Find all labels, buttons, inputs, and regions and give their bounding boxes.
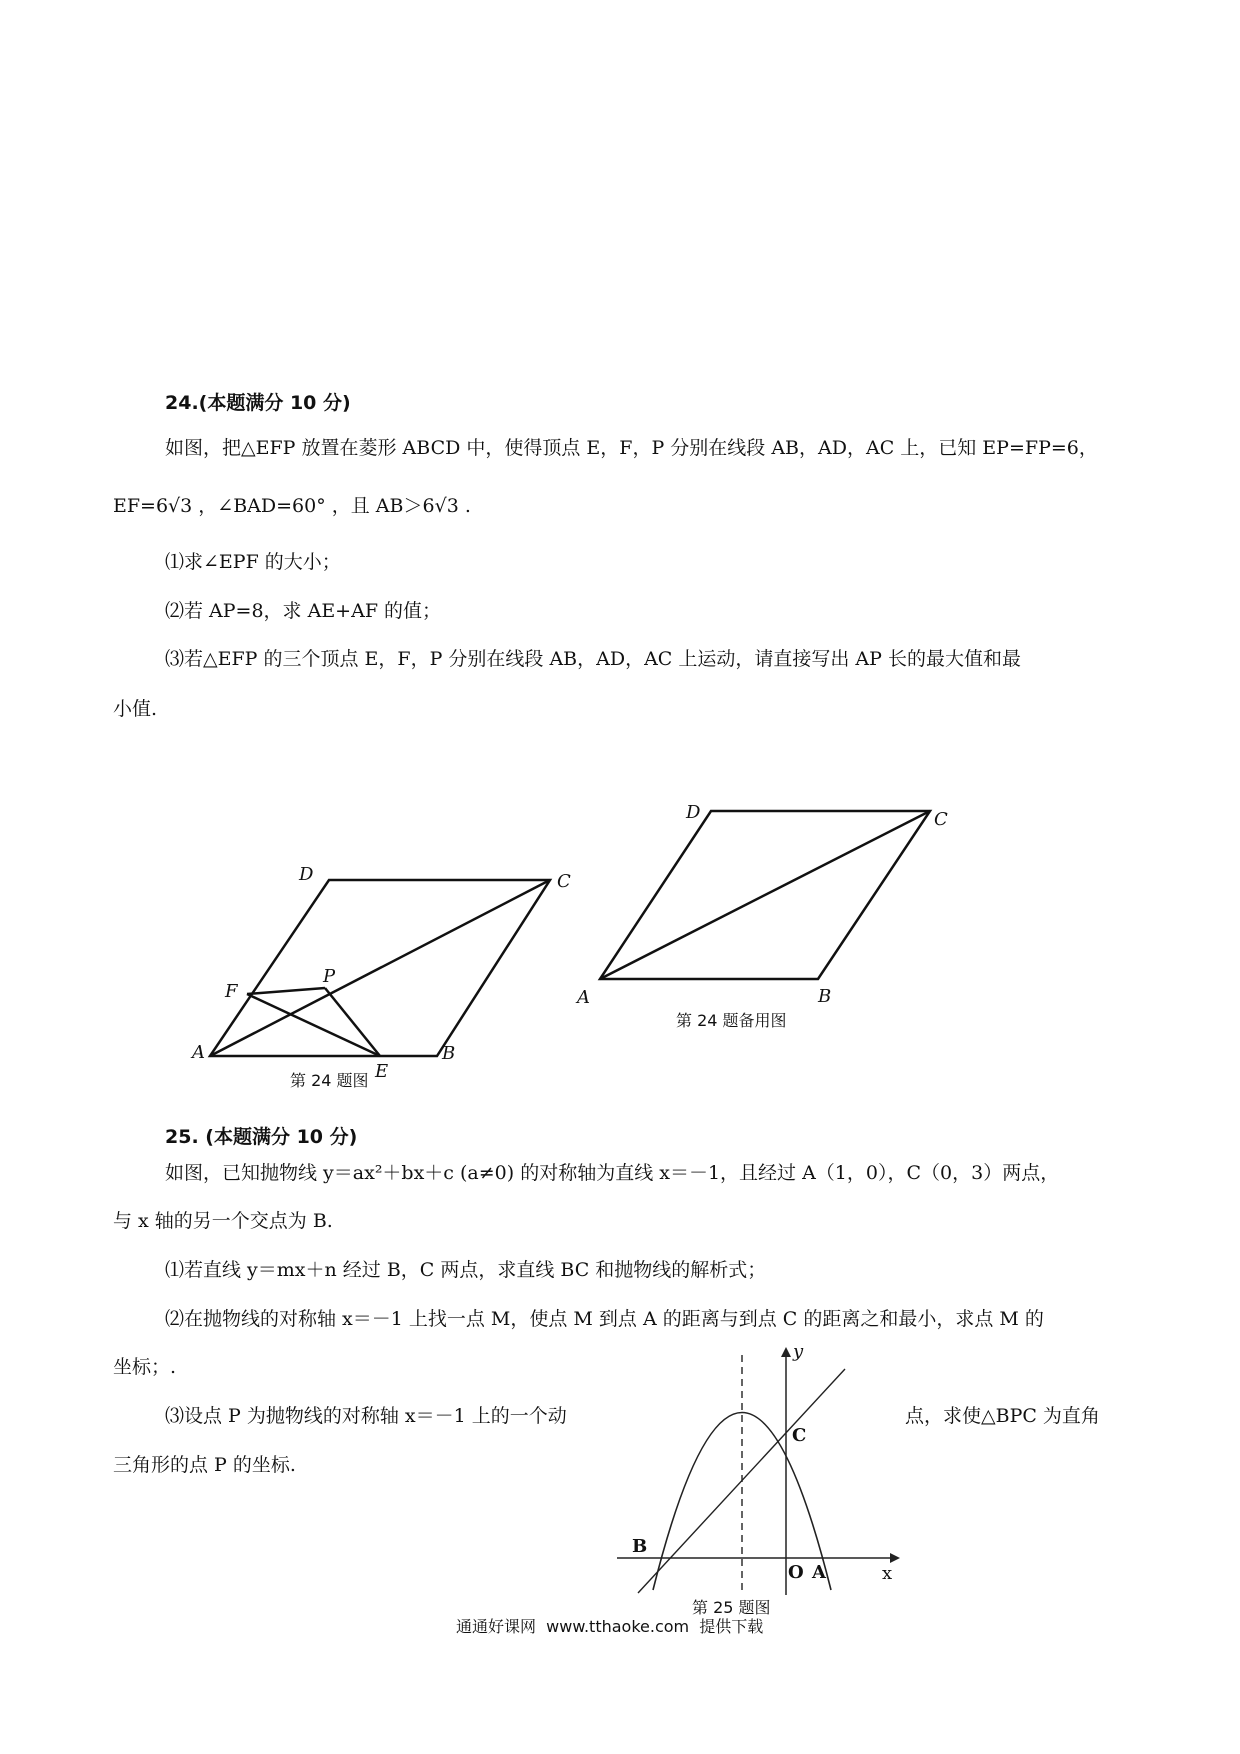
- q24-part3-line1: ⑶若△EFP 的三个顶点 E，F，P 分别在线段 AB，AD，AC 上运动，请直接写出 AP 长的最大值和最: [165, 648, 1021, 670]
- page-footer: 通通好课网 www.tthaoke.com 提供下载: [456, 1617, 764, 1636]
- q25-part2-line1: ⑵在抛物线的对称轴 x＝－1 上找一点 M，使点 M 到点 A 的距离与到点 C 的距离之和最小，求点 M 的: [165, 1308, 1044, 1330]
- diagonal-ac-backup: [600, 811, 930, 979]
- label-o: O: [788, 1562, 804, 1583]
- label-b-25: B: [632, 1536, 648, 1557]
- figure-24-backup-caption: 第 24 题备用图: [676, 1011, 787, 1030]
- figure-25-caption: 第 25 题图: [692, 1598, 771, 1617]
- label-b: B: [442, 1043, 456, 1064]
- q24-part2: ⑵若 AP=8，求 AE+AF 的值；: [165, 600, 442, 622]
- label-y: y: [793, 1345, 804, 1362]
- figure-24-caption: 第 24 题图: [290, 1071, 369, 1090]
- label-c: C: [557, 871, 571, 892]
- label-d-backup: D: [686, 802, 701, 823]
- diagonal-ac: [210, 880, 550, 1056]
- q25-part3-left: ⑶设点 P 为抛物线的对称轴 x＝－1 上的一个动: [165, 1405, 567, 1427]
- label-b-backup: B: [818, 986, 832, 1007]
- q25-part3-right: 点，求使△BPC 为直角: [905, 1405, 1100, 1427]
- figure-25: [600, 1345, 900, 1615]
- x-axis-arrow: [890, 1553, 900, 1563]
- y-axis-arrow: [781, 1347, 791, 1357]
- label-a: A: [192, 1042, 205, 1063]
- label-e: E: [375, 1061, 389, 1082]
- label-d: D: [299, 864, 314, 885]
- figure-24-backup: [570, 795, 970, 1015]
- q25-intro-line1: 如图，已知抛物线 y＝ax²＋bx＋c (a≠0) 的对称轴为直线 x＝－1，且经过 A（1，0），C（0，3）两点，: [165, 1162, 1060, 1184]
- q25-intro-line2: 与 x 轴的另一个交点为 B.: [113, 1210, 333, 1232]
- q24-part3-line2: 小值.: [113, 698, 158, 720]
- q25-part2-line2: 坐标；.: [113, 1356, 177, 1378]
- label-a-25: A: [812, 1562, 826, 1583]
- label-x: x: [882, 1563, 893, 1584]
- segment-pe: [325, 988, 380, 1056]
- q25-part3-line2: 三角形的点 P 的坐标.: [113, 1454, 296, 1476]
- label-c-25: C: [792, 1425, 807, 1446]
- q24-heading: 24.(本题满分 10 分): [165, 392, 351, 414]
- segment-fp: [247, 988, 325, 994]
- label-p: P: [323, 966, 336, 987]
- q24-intro-line2: EF=6√3 ，∠BAD=60° ，且 AB＞6√3 .: [113, 495, 471, 517]
- label-a-backup: A: [577, 987, 590, 1008]
- q25-heading: 25. (本题满分 10 分): [165, 1126, 358, 1148]
- label-f: F: [225, 981, 238, 1002]
- q24-part1: ⑴求∠EPF 的大小；: [165, 551, 341, 573]
- q24-intro-line1: 如图，把△EFP 放置在菱形 ABCD 中，使得顶点 E，F，P 分别在线段 AB，AD，AC 上，已知 EP=FP=6，: [165, 437, 1098, 459]
- q25-part1: ⑴若直线 y＝mx＋n 经过 B，C 两点，求直线 BC 和抛物线的解析式；: [165, 1259, 767, 1281]
- figure-24: [180, 860, 600, 1100]
- label-c-backup: C: [934, 809, 948, 830]
